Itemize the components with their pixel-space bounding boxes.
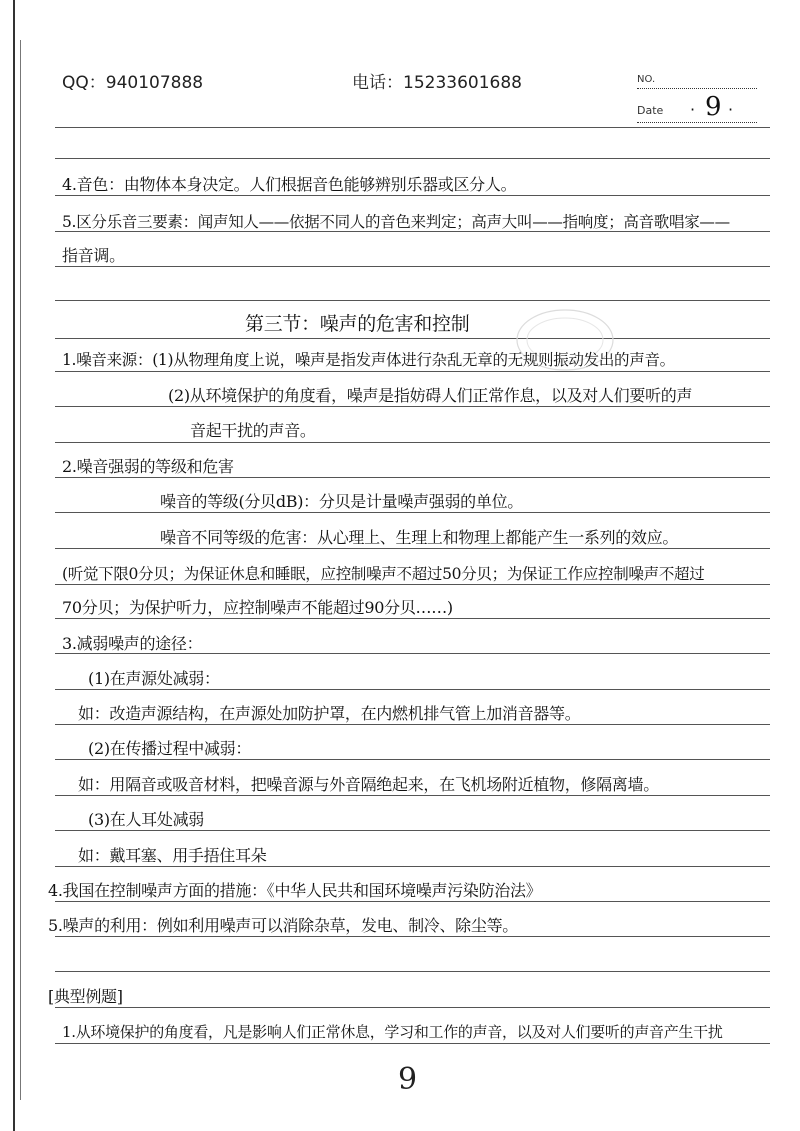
ruled-line bbox=[55, 195, 770, 196]
ruled-line bbox=[55, 512, 770, 513]
note-line: (2)在传播过程中减弱： bbox=[88, 739, 252, 758]
note-line: 3.减弱噪声的途径： bbox=[62, 634, 203, 653]
note-line: 音起干扰的声音。 bbox=[190, 421, 316, 440]
ruled-line bbox=[55, 866, 770, 867]
note-line: (1)在声源处减弱： bbox=[88, 669, 220, 688]
ruled-line bbox=[55, 901, 770, 902]
date-label: Date bbox=[637, 104, 664, 117]
ruled-line bbox=[55, 689, 770, 690]
note-line: 4.音色：由物体本身决定。人们根据音色能够辨别乐器或区分人。 bbox=[62, 175, 517, 194]
date-line bbox=[637, 122, 757, 123]
page-number: 9 bbox=[398, 1062, 418, 1097]
note-line: (3)在人耳处减弱 bbox=[88, 810, 204, 829]
ruled-line bbox=[55, 830, 770, 831]
ruled-line bbox=[55, 795, 770, 796]
ruled-line bbox=[55, 406, 770, 407]
note-line: 如：戴耳塞、用手捂住耳朵 bbox=[78, 846, 267, 865]
ruled-line bbox=[55, 548, 770, 549]
ruled-line bbox=[55, 127, 770, 128]
date-value: 9 bbox=[705, 92, 722, 122]
phone-contact: 电话：15233601688 bbox=[352, 73, 522, 93]
note-line: 5.噪声的利用：例如利用噪声可以消除杂草，发电、制冷、除尘等。 bbox=[48, 916, 518, 935]
margin-line bbox=[20, 40, 21, 1100]
note-line: 5.区分乐音三要素：闻声知人——依据不同人的音色来判定；高声大叫——指响度；高音歌唱家—— bbox=[62, 213, 730, 231]
binding-edge bbox=[13, 0, 15, 1131]
note-line: 噪音的等级(分贝dB)：分贝是计量噪声强弱的单位。 bbox=[160, 492, 523, 511]
note-line: (听觉下限0分贝；为保证休息和睡眠，应控制噪声不超过50分贝；为保证工作应控制噪声不超过 bbox=[62, 565, 705, 583]
ruled-line bbox=[55, 618, 770, 619]
qq-contact: QQ：940107888 bbox=[62, 73, 204, 93]
ruled-line bbox=[55, 1007, 770, 1008]
date-dot: · bbox=[690, 100, 696, 119]
ruled-line bbox=[55, 300, 770, 301]
no-label: NO. bbox=[637, 74, 656, 85]
note-line: 4.我国在控制噪声方面的措施：《中华人民共和国环境噪声污染防治法》 bbox=[48, 881, 542, 900]
ruled-line bbox=[55, 724, 770, 725]
ruled-line bbox=[55, 971, 770, 972]
note-line: 2.噪音强弱的等级和危害 bbox=[62, 457, 234, 476]
ruled-line bbox=[55, 371, 770, 372]
note-line: 噪音不同等级的危害：从心理上、生理上和物理上都能产生一系列的效应。 bbox=[160, 528, 679, 547]
ruled-line bbox=[55, 477, 770, 478]
note-line: [典型例题] bbox=[48, 987, 123, 1006]
note-line: 指音调。 bbox=[62, 246, 125, 265]
date-dot: · bbox=[728, 100, 734, 119]
no-line bbox=[637, 88, 757, 89]
ruled-line bbox=[55, 584, 770, 585]
ruled-line bbox=[55, 759, 770, 760]
ruled-line bbox=[55, 936, 770, 937]
ruled-line bbox=[55, 158, 770, 159]
note-line: 70分贝；为保护听力，应控制噪声不能超过90分贝……) bbox=[62, 598, 453, 617]
note-line: 如：改造声源结构，在声源处加防护罩，在内燃机排气管上加消音器等。 bbox=[78, 704, 581, 723]
note-line: 1.从环境保护的角度看，凡是影响人们正常休息，学习和工作的声音，以及对人们要听的声音产生干扰 bbox=[62, 1023, 723, 1041]
ruled-line bbox=[55, 1043, 770, 1044]
note-line: 1.噪音来源：(1)从物理角度上说，噪声是指发声体进行杂乱无章的无规则振动发出的声音。 bbox=[62, 351, 675, 369]
ruled-line bbox=[55, 338, 770, 339]
ruled-line bbox=[55, 442, 770, 443]
note-line: (2)从环境保护的角度看，噪声是指妨碍人们正常作息，以及对人们要听的声 bbox=[168, 386, 693, 405]
ruled-line bbox=[55, 266, 770, 267]
note-line: 如：用隔音或吸音材料，把噪音源与外音隔绝起来，在飞机场附近植物，修隔离墙。 bbox=[78, 775, 659, 794]
section-title: 第三节：噪声的危害和控制 bbox=[245, 313, 470, 335]
